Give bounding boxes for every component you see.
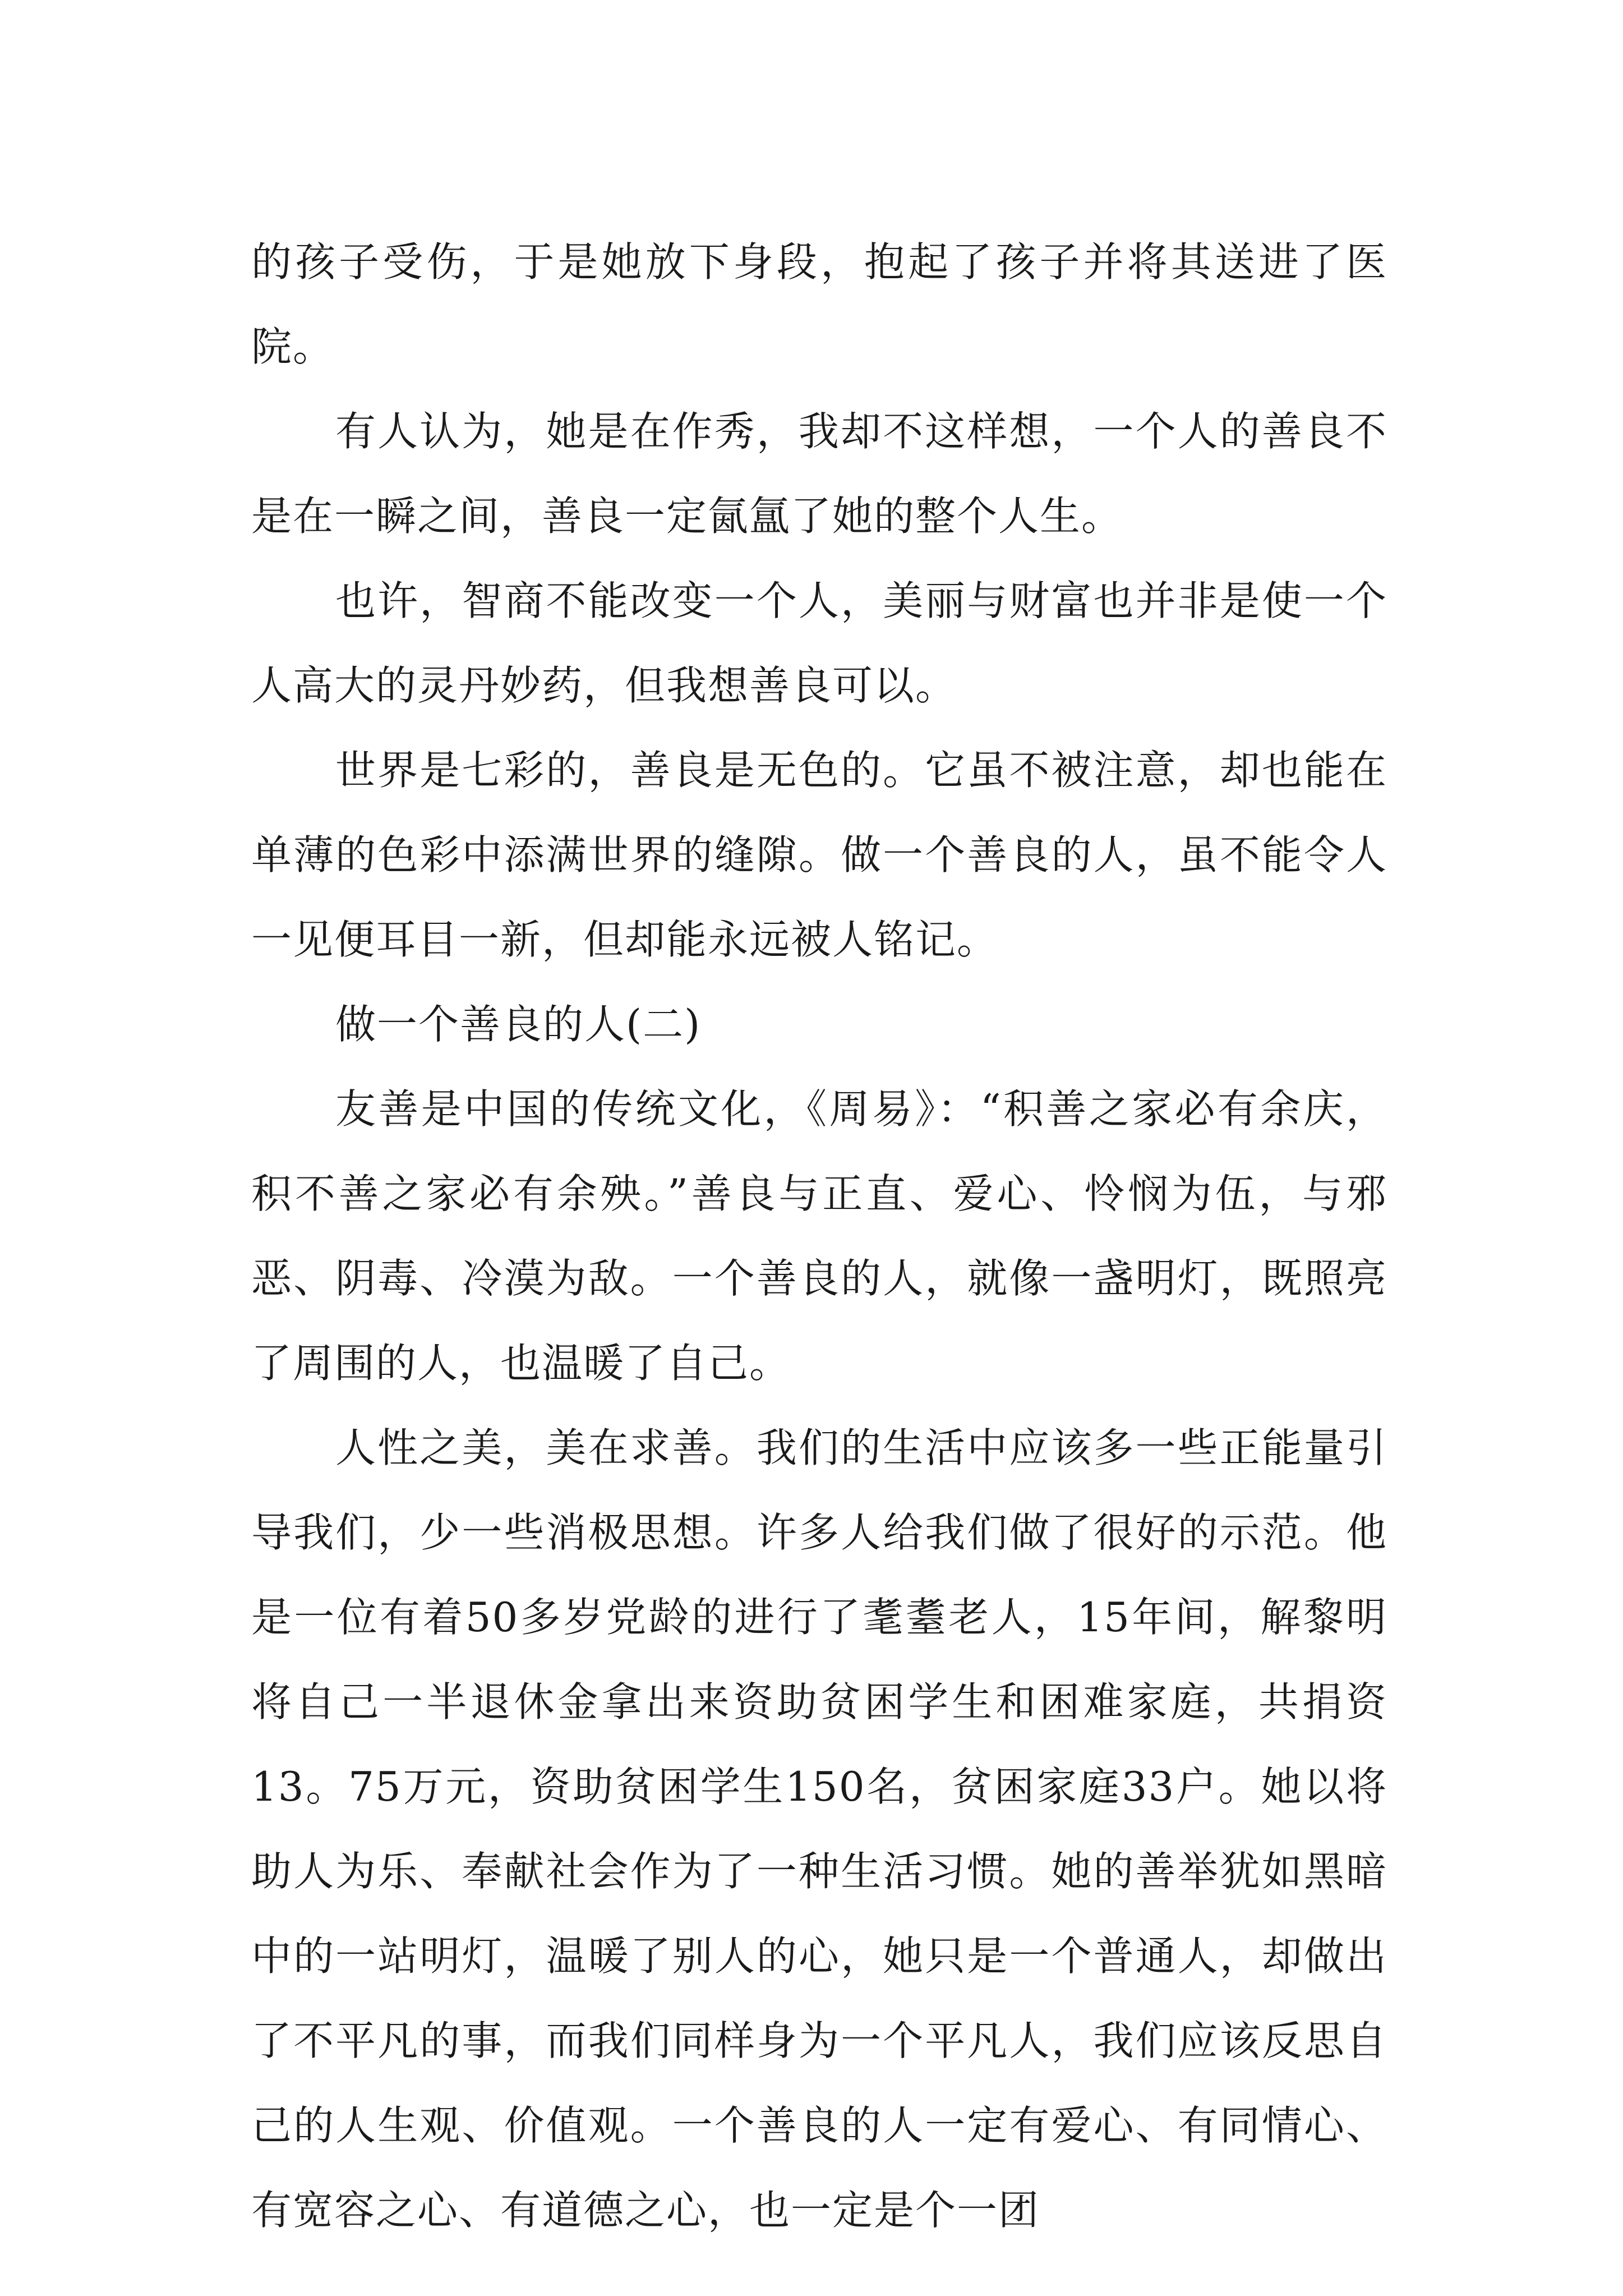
paragraph: 友善是中国的传统文化，《周易》：“积善之家必有余庆，积不善之家必有余殃。”善良与正直、爱心、怜悯为伍，与邪恶、阴毒、冷漠为敌。一个善良的人，就像一盏明灯，既照亮了周围的人，也温暖了自己。 bbox=[251, 1085, 1387, 1387]
paragraph: 人性之美，美在求善。我们的生活中应该多一些正能量引导我们，少一些消极思想。许多人给我们做了很好的示范。他是一位有着50多岁党龄的进行了耄耋老人，15年间，解黎明将自己一半退休金拿出来资助贫困学生和困难家庭，共捐资13。75万元，资助贫困学生150名，贫困家庭33户。她以将助人为乐、奉献社会作为了一种生活习惯。她的善举犹如黑暗中的一站明灯，温暖了别人的心，她只是一个普通人，却做出了不平凡的事，而我们同样身为一个平凡人，我们应该反思自己的人生观、价值观。一个善良的人一定有爱心、有同情心、有宽容之心、有道德之心，也一定是个一团 bbox=[251, 1424, 1387, 2234]
document-body bbox=[251, 220, 1387, 2253]
paragraph-continuation: 的孩子受伤，于是她放下身段，抱起了孩子并将其送进了医院。 bbox=[251, 238, 1387, 370]
section-heading: 做一个善良的人(二) bbox=[335, 1001, 702, 1048]
paragraph: 也许，智商不能改变一个人，美丽与财富也并非是使一个人高大的灵丹妙药，但我想善良可以。 bbox=[251, 577, 1387, 709]
paragraph: 世界是七彩的，善良是无色的。它虽不被注意，却也能在单薄的色彩中添满世界的缝隙。做一个善良的人，虽不能令人一见便耳目一新，但却能永远被人铭记。 bbox=[251, 747, 1387, 963]
paragraph: 有人认为，她是在作秀，我却不这样想，一个人的善良不是在一瞬之间，善良一定氤氲了她的整个人生。 bbox=[251, 408, 1387, 540]
